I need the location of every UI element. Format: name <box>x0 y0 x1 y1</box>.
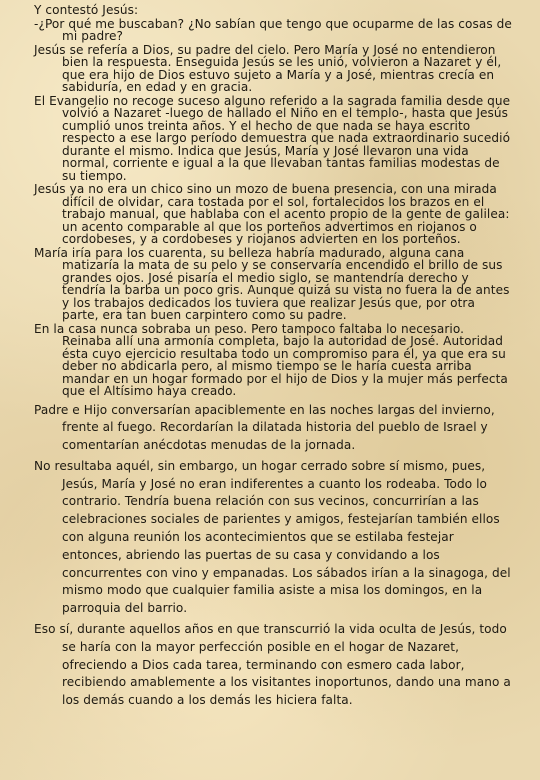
paragraph-young-jesus: Jesús ya no era un chico sino un mozo de buena presencia, con una mirada difícil de olvidar, cara tostada por el sol, fortalecidos los brazos en el trabajo manual, que hablaba con el acento propio de la gente de galilea: un acento comparable al que los porteños advertimos en riojanos o cordobeses, y a cordobeses y riojanos advierten en los porteños. <box>34 182 510 246</box>
paragraph-conversations: Padre e Hijo conversarían apaciblemente en las noches largas del invierno, frente al fuego. Recordarían la dilatada historia del pueblo de Israel y comentarían anécdotas menudas de la jornada. <box>34 402 495 453</box>
paragraph-household: En la casa nunca sobraba un peso. Pero tampoco faltaba lo necesario. Reinaba allí una armonía completa, bajo la autoridad de José. Autoridad ésta cuyo ejercicio resultaba todo un compromiso para él, ya que era su deber no abdicarla pero, al mismo tiempo se le haría cuesta arriba mandar en un hogar formado por el hijo de Dios y la mujer más perfecta que el Altísimo haya creado. <box>34 321 508 398</box>
paragraph-jesus-question: -¿Por qué me buscaban? ¿No sabían que tengo que ocuparme de las cosas de mi padre? <box>34 16 512 43</box>
paragraph-dialogue-intro: Y contestó Jesús: <box>34 3 139 17</box>
paragraph-social-life: No resultaba aquél, sin embargo, un hogar cerrado sobre sí mismo, pues, Jesús, María y José no eran indiferentes a cuanto los rodeaba. Todo lo contrario. Tendría buena relación con sus vecinos, concurrirían a las celebraciones sociales de parientes y amigos, festejarían también ellos con alguna reunión los acontecimientos que se estilaba festejar entonces, abriendo las puertas de su casa y convidando a los concurrentes con vino y empanadas. Los sábados irían a la sinagoga, del mismo modo que cualquier familia asiste a misa los domingos, en la parroquia del barrio. <box>34 458 511 616</box>
paragraph-mary-and-joseph: María iría para los cuarenta, su belleza habría madurado, alguna cana matizaría la mata de su pelo y se conservaría encendido el brillo de sus grandes ojos. José pisaría el medio siglo, se mantendría derecho y tendría la barba un poco gris. Aunque quizá su vista no fuera la de antes y los trabajos dedicados los tuviera que realizar Jesús que, por otra parte, era tan buen carpintero como su padre. <box>34 245 510 322</box>
paragraph-return-to-nazareth: Jesús se refería a Dios, su padre del cielo. Pero María y José no entendieron bien la respuesta. Enseguida Jesús se les unió, volvieron a Nazaret y él, que era hijo de Dios estuvo sujeto a María y a José, mientras crecía en sabiduría, en edad y en gracia. <box>34 42 502 94</box>
paragraph-perfection: Eso sí, durante aquellos años en que transcurrió la vida oculta de Jesús, todo se haría con la mayor perfección posible en el hogar de Nazaret, ofreciendo a Dios cada tarea, terminando con esmero cada labor, recibiendo amablemente a los visitantes inoportunos, dando una mano a los demás cuando a los demás les hiciera falta. <box>34 622 511 708</box>
paragraph-hidden-life: El Evangelio no recoge suceso alguno referido a la sagrada familia desde que volvió a Nazaret -luego de hallado el Niño en el templo-, hasta que Jesús cumplió unos treinta años. Y el hecho de que nada se haya escrito respecto a ese largo período demuestra que nada extraordinario sucedió durante el mismo. Indica que Jesús, María y José llevaron una vida normal, corriente e igual a la que llevaban tantas familias modestas de su tiempo. <box>34 93 511 183</box>
